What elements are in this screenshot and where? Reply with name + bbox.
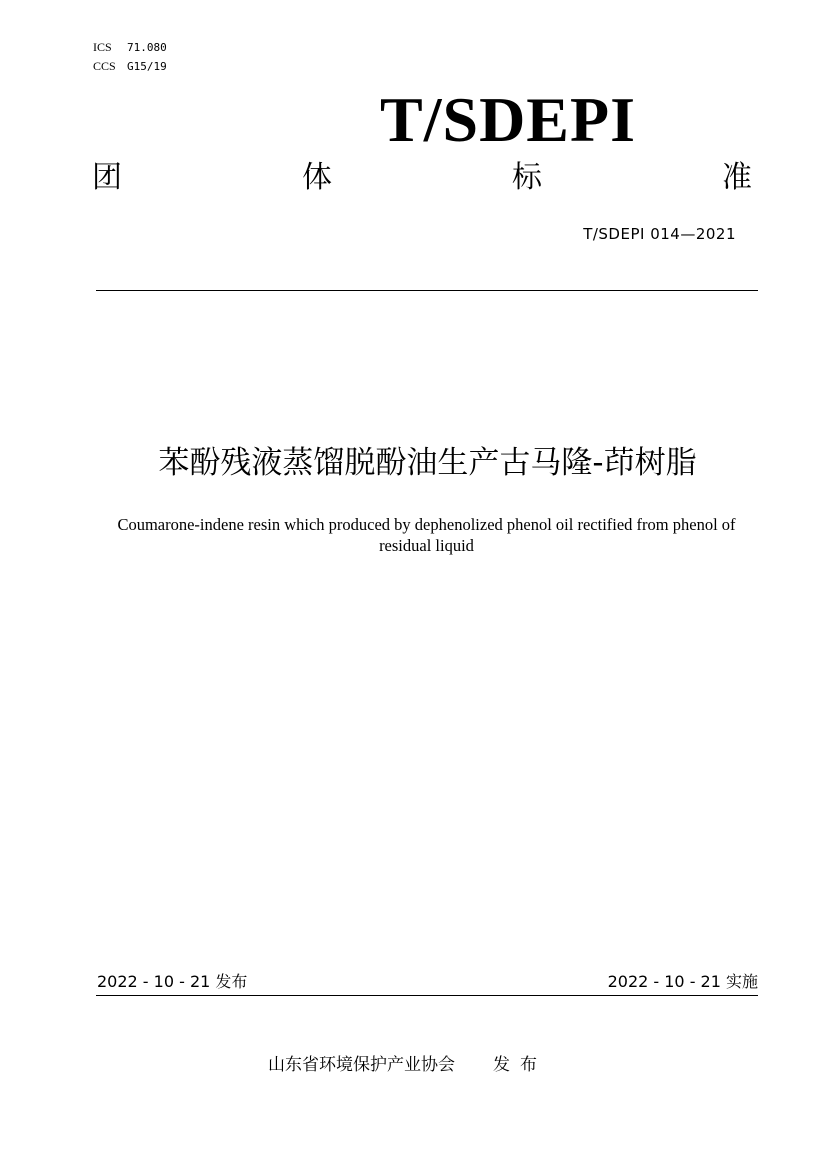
ics-label: ICS — [93, 40, 112, 54]
standard-number: T/SDEPI 014—2021 — [583, 225, 736, 243]
document-title-english: Coumarone-indene resin which produced by dephenolized phenol oil rectified from phenol of residual liquid — [117, 515, 736, 555]
classification-codes — [93, 38, 167, 76]
issuing-organization: 山东省环境保护产业协会 — [268, 1055, 455, 1075]
effective-date: 2022 - 10 - 21 实施 — [607, 972, 758, 991]
ccs-label: CCS — [93, 59, 116, 73]
publish-date: 2022 - 10 - 21 发布 — [97, 972, 248, 991]
bottom-divider — [96, 995, 758, 996]
ccs-line — [93, 57, 167, 76]
category-char: 团 — [92, 160, 122, 195]
issuer-line — [0, 1053, 815, 1077]
top-divider — [96, 290, 758, 291]
category-char: 体 — [302, 160, 332, 195]
category-char: 准 — [722, 160, 752, 195]
ics-code: 71.080 — [127, 41, 167, 54]
document-title-chinese: 苯酚残液蒸馏脱酚油生产古马隆-茚树脂 — [158, 445, 697, 481]
issue-action: 发布 — [493, 1055, 547, 1075]
ics-line — [93, 38, 167, 57]
category-char: 标 — [512, 160, 542, 195]
standard-brand: T/SDEPI — [380, 84, 636, 155]
standard-category — [92, 156, 752, 200]
ccs-code: G15/19 — [127, 60, 167, 73]
